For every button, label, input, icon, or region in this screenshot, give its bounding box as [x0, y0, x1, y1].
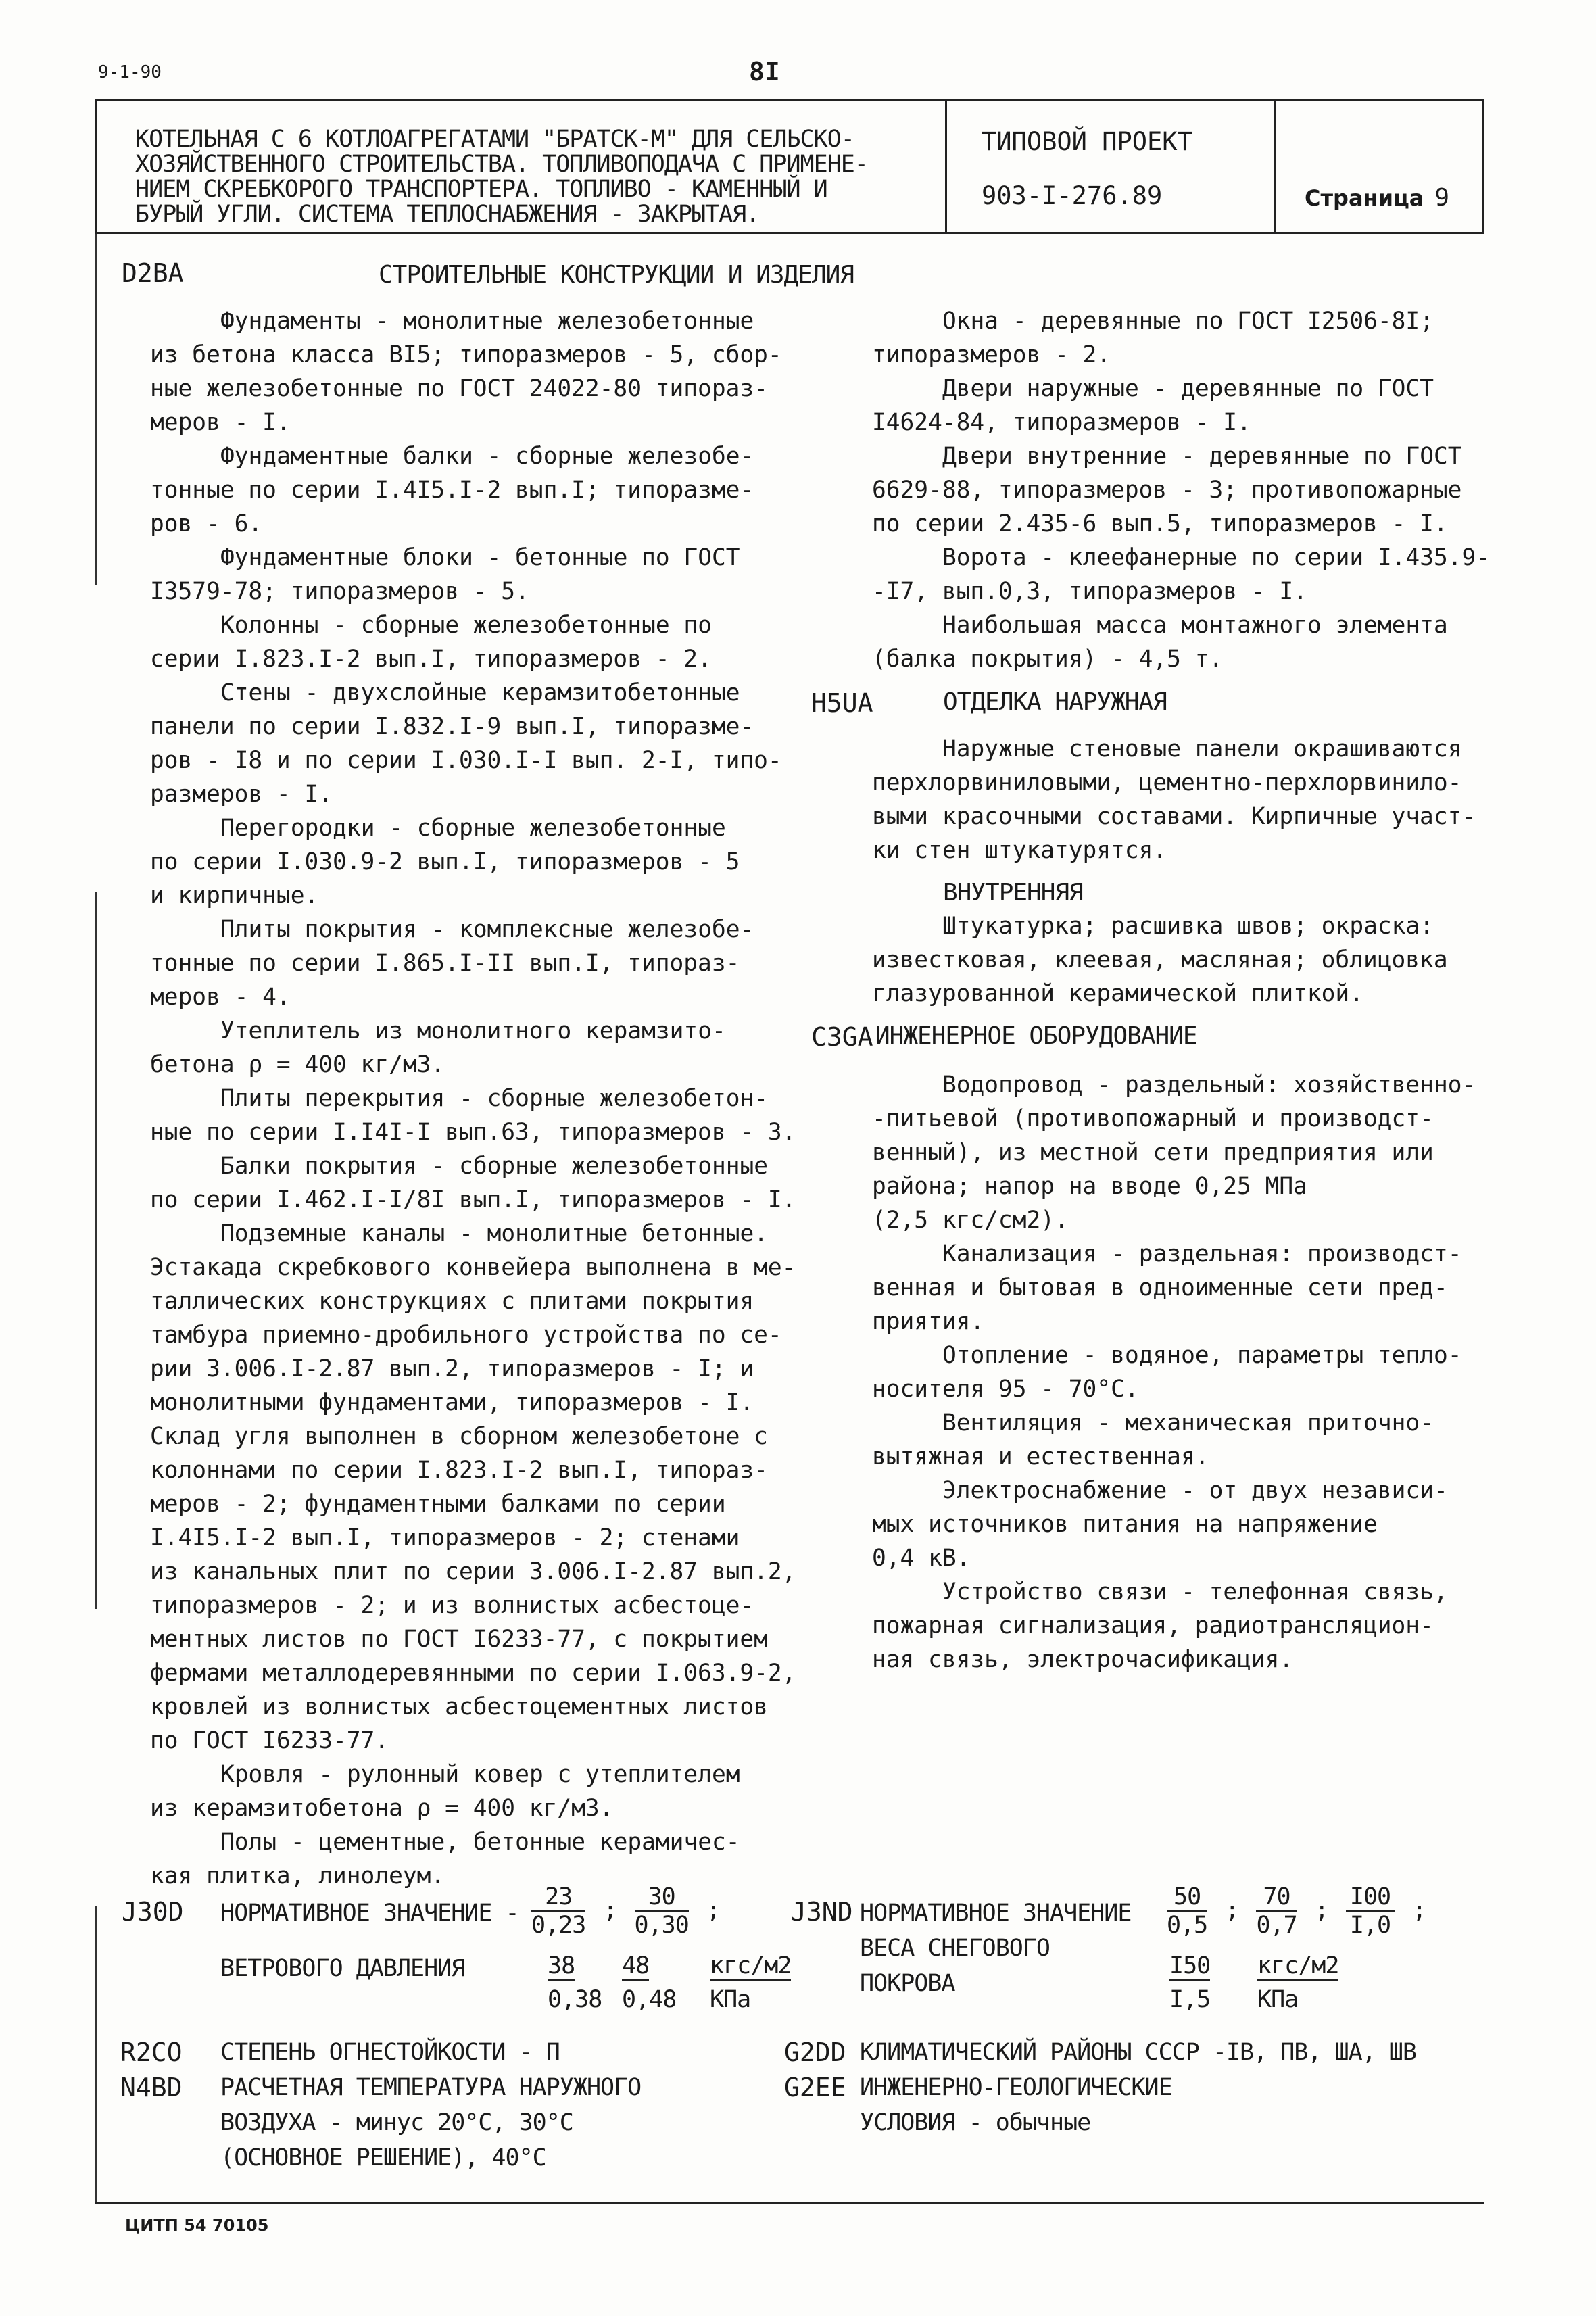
text-line: ные железобетонные по ГОСТ 24022-80 типораз- [150, 375, 768, 402]
text-line: Фундаменты - монолитные железобетонные [220, 308, 754, 335]
header-title-line: НИЕМ СКРЕБКОРОГО ТРАНСПОРТЕРА. ТОПЛИВО - КАМЕННЫЙ И [135, 176, 827, 203]
text-line: меров - 4. [150, 984, 291, 1011]
text-line: тонные по серии I.865.I-II вып.I, типораз- [150, 950, 740, 977]
text-line: Утеплитель из монолитного керамзито- [220, 1017, 726, 1044]
text-line: I3579-78; типоразмеров - 5. [150, 578, 529, 605]
left-margin-rule [95, 1906, 97, 2204]
text-line: из керамзитобетона ρ = 400 кг/м3. [150, 1795, 614, 1822]
right-column-block [872, 304, 1494, 676]
text-line: венная и бытовая в одноименные сети пред- [872, 1274, 1448, 1301]
text-line: ная связь, электрочасификация. [872, 1646, 1294, 1673]
text-line: ров - 6. [150, 510, 263, 537]
project-type: ТИПОВОЙ ПРОЕКТ [982, 127, 1192, 156]
text-line: ки стен штукатурятся. [872, 837, 1167, 864]
text-line: типоразмеров - 2. [872, 341, 1111, 368]
page-indicator [1305, 184, 1449, 212]
text-line: колоннами по серии I.823.I-2 вып.I, типораз- [150, 1457, 768, 1484]
section-title: ИНЖЕНЕРНОЕ ОБОРУДОВАНИЕ [875, 1022, 1197, 1050]
text-line: кая плитка, линолеум. [150, 1862, 445, 1889]
separator: ; [1412, 1897, 1426, 1924]
text-line: тонные по серии I.4I5.I-2 вып.I; типоразме- [150, 477, 754, 504]
text-line: таллических конструкциях с плитами покрытия [150, 1288, 754, 1315]
page-number: 8I [749, 57, 780, 87]
text-line: Фундаментные балки - сборные железобе- [220, 443, 754, 470]
snow-unit: кгс/м2 [1257, 1952, 1339, 1979]
text-line: Вентиляция - механическая приточно- [942, 1409, 1434, 1437]
snow-label: ПОКРОВА [860, 1970, 955, 1997]
footer-code: ЦИТП 54 70105 [125, 2216, 269, 2235]
left-margin-rule [95, 234, 97, 585]
fraction-denominator: 0,5 [1167, 1912, 1208, 1939]
climate-text: КЛИМАТИЧЕСКИЙ РАЙОНЫ СССР -IB, ПВ, ША, ШВ [860, 2039, 1416, 2066]
right-column-block [872, 732, 1494, 867]
fraction-numerator: 30 [635, 1883, 689, 1912]
text-line: Наружные стеновые панели окрашиваются [942, 735, 1462, 763]
text-line: ные по серии I.I4I-I вып.63, типоразмеров - 3. [150, 1119, 796, 1146]
text-line: Устройство связи - телефонная связь, [942, 1578, 1448, 1606]
header-title [135, 127, 933, 227]
separator: ; [603, 1897, 617, 1924]
text-line: по серии 2.435-6 вып.5, типоразмеров - I. [872, 510, 1448, 537]
text-line: ров - I8 и по серии I.030.I-I вып. 2-I, типо- [150, 747, 782, 774]
header-title-line: БУРЫЙ УГЛИ. СИСТЕМА ТЕПЛОСНАБЖЕНИЯ - ЗАКРЫТАЯ. [135, 201, 760, 228]
text-line: по ГОСТ I6233-77. [150, 1727, 389, 1754]
text-line: Канализация - раздельная: производст- [942, 1240, 1462, 1268]
geo-line: ИНЖЕНЕРНО-ГЕОЛОГИЧЕСКИЕ [860, 2074, 1172, 2101]
text-line: Полы - цементные, бетонные керамичес- [220, 1829, 740, 1856]
snow-fraction [1346, 1883, 1395, 1939]
wind-label: ВЕТРОВОГО ДАВЛЕНИЯ [220, 1955, 465, 1982]
temp-line: ВОЗДУХА - минус 20°С, 30°С [220, 2109, 573, 2136]
text-line: Штукатурка; расшивка швов; окраска: [942, 913, 1434, 940]
wind-unit: КПа [710, 1986, 751, 2013]
fraction-numerator: 70 [1256, 1883, 1297, 1912]
text-line: Водопровод - раздельный: хозяйственно- [942, 1071, 1476, 1099]
wind-fraction [635, 1883, 689, 1939]
snow-unit: КПа [1257, 1986, 1299, 2013]
text-line: Окна - деревянные по ГОСТ I2506-8I; [942, 308, 1434, 335]
fire-resistance: СТЕПЕНЬ ОГНЕСТОЙКОСТИ - П [220, 2039, 560, 2066]
snow-value: I,5 [1169, 1986, 1211, 2013]
fraction-denominator: 0,23 [531, 1912, 586, 1939]
text-line: меров - I. [150, 409, 291, 436]
section-title: ОТДЕЛКА НАРУЖНАЯ [943, 688, 1167, 716]
header-divider [1274, 99, 1276, 234]
temp-code: N4BD [120, 2073, 183, 2102]
separator: ; [1314, 1897, 1328, 1924]
text-line: Фундаментные блоки - бетонные по ГОСТ [220, 544, 740, 571]
wind-label: НОРМАТИВНОЕ ЗНАЧЕНИЕ - [220, 1900, 519, 1927]
section-code: H5UA [811, 688, 873, 718]
text-line: Колонны - сборные железобетонные по [220, 612, 712, 639]
page-label: Страница [1305, 185, 1424, 211]
text-line: приятия. [872, 1308, 985, 1335]
text-line: и кирпичные. [150, 882, 319, 909]
text-line: 0,4 кВ. [872, 1545, 971, 1572]
text-line: из бетона класса BI5; типоразмеров - 5, сбор- [150, 341, 782, 368]
wind-fraction [531, 1883, 585, 1939]
text-line: бетона ρ = 400 кг/м3. [150, 1051, 445, 1078]
text-line: Подземные каналы - монолитные бетонные. [220, 1220, 769, 1247]
text-line: -I7, вып.0,3, типоразмеров - I. [872, 578, 1307, 605]
text-line: перхлорвиниловыми, цементно-перхлорвинило- [872, 769, 1462, 796]
text-line: 6629-88, типоразмеров - 3; противопожарные [872, 477, 1462, 504]
wind-code: J30D [122, 1897, 184, 1927]
text-line: Стены - двухслойные керамзитобетонные [220, 679, 740, 706]
text-line: кровлей из волнистых асбестоцементных листов [150, 1693, 768, 1720]
text-line: тамбура приемно-дробильного устройства по се- [150, 1322, 782, 1349]
snow-code: J3ND [791, 1897, 853, 1927]
text-line: рии 3.006.I-2.87 вып.2, типоразмеров - I; и [150, 1355, 754, 1382]
text-line: (балка покрытия) - 4,5 т. [872, 646, 1224, 673]
header-title-line: ХОЗЯЙСТВЕННОГО СТРОИТЕЛЬСТВА. ТОПЛИВОПОДАЧА С ПРИМЕНЕ- [135, 151, 868, 178]
snow-label: НОРМАТИВНОЕ ЗНАЧЕНИЕ [860, 1900, 1132, 1927]
text-line: Ворота - клеефанерные по серии I.435.9- [942, 544, 1491, 571]
temp-line: РАСЧЕТНАЯ ТЕМПЕРАТУРА НАРУЖНОГО [220, 2074, 642, 2101]
text-line: Плиты перекрытия - сборные железобетон- [220, 1085, 769, 1112]
section-code: D2BA [122, 258, 184, 288]
snow-fraction [1167, 1883, 1207, 1939]
snow-value: I50 [1169, 1952, 1211, 1979]
text-line: известковая, клеевая, масляная; облицовка [872, 946, 1448, 973]
text-line: меров - 2; фундаментными балками по серии [150, 1491, 726, 1518]
text-line: Двери наружные - деревянные по ГОСТ [942, 375, 1434, 402]
text-line: I4624-84, типоразмеров - I. [872, 409, 1251, 436]
section-title: СТРОИТЕЛЬНЫЕ КОНСТРУКЦИИ И ИЗДЕЛИЯ [379, 261, 854, 289]
text-line: Двери внутренние - деревянные по ГОСТ [942, 443, 1462, 470]
geo-code: G2EE [784, 2073, 846, 2102]
top-left-code: 9-1-90 [98, 62, 162, 82]
section-code: C3GA [811, 1022, 873, 1052]
text-line: пожарная сигнализация, радиотрансляцион- [872, 1612, 1434, 1639]
text-line: ментных листов по ГОСТ I6233-77, с покрытием [150, 1626, 768, 1653]
fraction-denominator: I,0 [1349, 1912, 1391, 1939]
geo-line: УСЛОВИЯ - обычные [860, 2109, 1091, 2136]
header-divider [945, 99, 947, 234]
text-line: серии I.823.I-2 вып.I, типоразмеров - 2. [150, 646, 712, 673]
subsection-title: ВНУТРЕННЯЯ [943, 879, 1083, 907]
left-margin-rule [95, 892, 97, 1609]
text-line: по серии I.030.9-2 вып.I, типоразмеров - 5 [150, 848, 740, 875]
text-line: типоразмеров - 2; и из волнистых асбестоце- [150, 1592, 754, 1619]
wind-unit: кгс/м2 [710, 1952, 792, 1979]
project-code: 903-I-276.89 [982, 181, 1163, 210]
text-line: района; напор на вводе 0,25 МПа [872, 1173, 1307, 1200]
text-line: Плиты покрытия - комплексные железобе- [220, 916, 754, 943]
text-line: глазурованной керамической плиткой. [872, 980, 1363, 1007]
header-title-line: КОТЕЛЬНАЯ С 6 КОТЛОАГРЕГАТАМИ "БРАТСК-М" ДЛЯ СЕЛЬСКО- [135, 126, 854, 153]
text-line: выми красочными составами. Кирпичные участ- [872, 803, 1476, 830]
snow-fractions [1163, 1883, 1426, 1939]
text-line: венный), из местной сети предприятия или [872, 1139, 1434, 1166]
text-line: I.4I5.I-2 вып.I, типоразмеров - 2; стенами [150, 1524, 740, 1551]
snow-fraction [1256, 1883, 1297, 1939]
text-line: Эстакада скребкового конвейера выполнена в ме- [150, 1254, 796, 1281]
snow-label: ВЕСА СНЕГОВОГО [860, 1935, 1050, 1962]
text-line: -питьевой (противопожарный и производст- [872, 1105, 1434, 1132]
wind-value: 48 [622, 1952, 650, 1979]
temp-line: (ОСНОВНОЕ РЕШЕНИЕ), 40°С [220, 2144, 546, 2171]
right-column-block [872, 909, 1494, 1011]
text-line: размеров - I. [150, 781, 333, 808]
text-line: мых источников питания на напряжение [872, 1511, 1378, 1538]
climate-code: G2DD [784, 2037, 846, 2067]
right-column-block [872, 1068, 1494, 1676]
text-line: Электроснабжение - от двух независи- [942, 1477, 1448, 1504]
wind-value: 38 [548, 1952, 575, 1979]
text-line: монолитными фундаментами, типоразмеров - I. [150, 1389, 754, 1416]
text-line: (2,5 кгс/см2). [872, 1207, 1069, 1234]
separator: ; [1225, 1897, 1239, 1924]
text-line: Наибольшая масса монтажного элемента [942, 612, 1448, 639]
text-line: из канальных плит по серии 3.006.I-2.87 вып.2, [150, 1558, 796, 1585]
text-line: носителя 95 - 70°С. [872, 1376, 1139, 1403]
separator: ; [706, 1897, 720, 1924]
wind-fractions [527, 1883, 720, 1939]
text-line: Балки покрытия - сборные железобетонные [220, 1153, 769, 1180]
bottom-rule [95, 2202, 1484, 2204]
text-line: Отопление - водяное, параметры тепло- [942, 1342, 1462, 1369]
fraction-denominator: 0,30 [634, 1912, 689, 1939]
fraction-numerator: I00 [1346, 1883, 1395, 1912]
text-line: Склад угля выполнен в сборном железобетоне с [150, 1423, 768, 1450]
fraction-numerator: 23 [531, 1883, 585, 1912]
wind-value: 0,48 [622, 1986, 677, 2013]
text-line: по серии I.462.I-I/8I вып.I, типоразмеров - I. [150, 1186, 796, 1213]
text-line: Кровля - рулонный ковер с утеплителем [220, 1761, 740, 1788]
left-column [150, 304, 826, 1893]
text-line: фермами металлодеревянными по серии I.063.9-2, [150, 1660, 796, 1687]
text-line: панели по серии I.832.I-9 вып.I, типоразме- [150, 713, 754, 740]
page-value: 9 [1434, 184, 1450, 212]
fire-code: R2CO [120, 2037, 183, 2067]
fraction-denominator: 0,7 [1256, 1912, 1297, 1939]
wind-value: 0,38 [548, 1986, 602, 2013]
fraction-numerator: 50 [1167, 1883, 1207, 1912]
text-line: вытяжная и естественная. [872, 1443, 1209, 1470]
text-line: Перегородки - сборные железобетонные [220, 815, 726, 842]
